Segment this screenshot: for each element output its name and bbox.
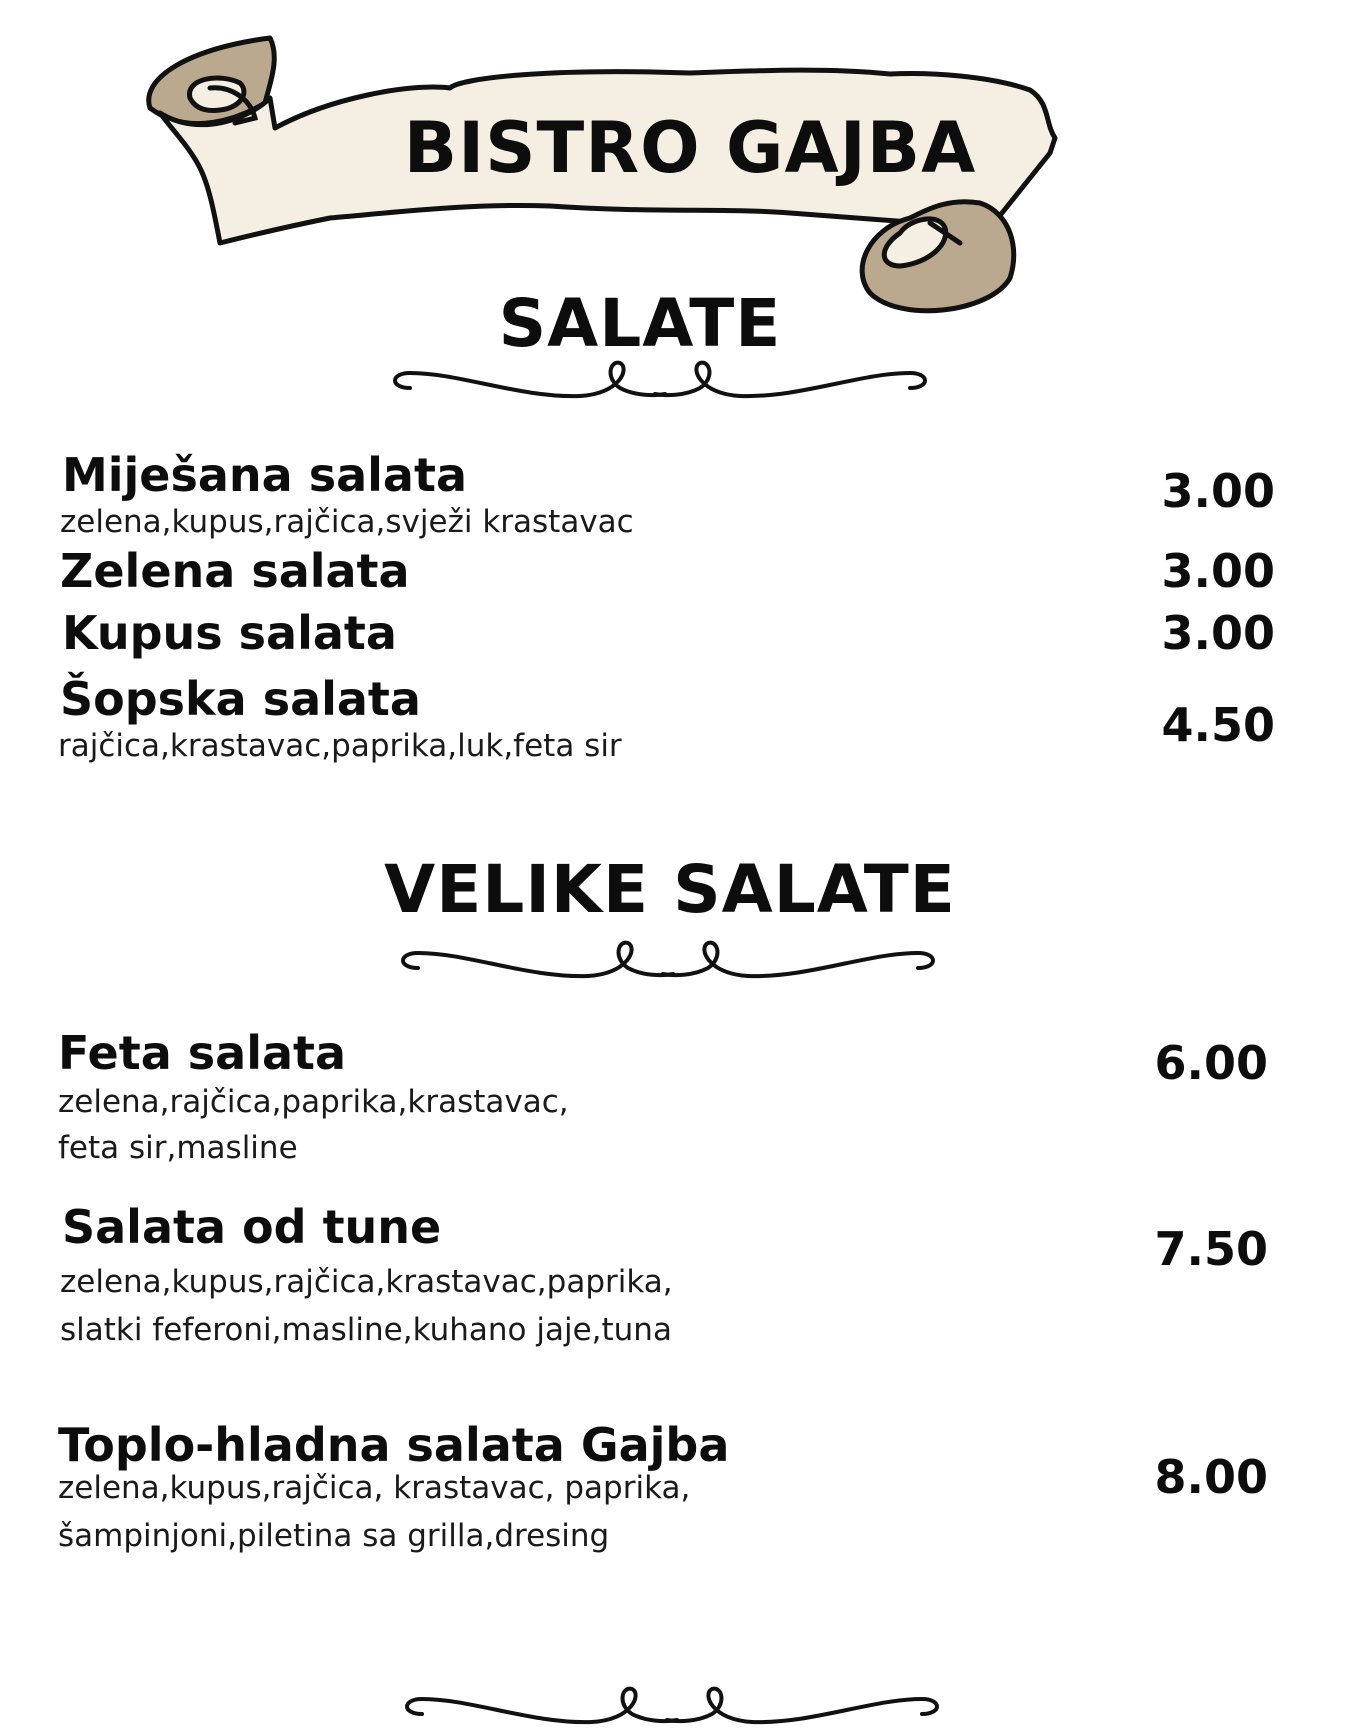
menu-item-desc: zelena,rajčica,paprika,krastavac, xyxy=(58,1084,569,1120)
menu-item-desc: rajčica,krastavac,paprika,luk,feta sir xyxy=(58,728,622,764)
menu-item-desc: šampinjoni,piletina sa grilla,dresing xyxy=(58,1518,610,1554)
flourish-divider-icon xyxy=(380,358,940,408)
menu-item-price: 7.50 xyxy=(1154,1222,1268,1276)
menu-item-price: 3.00 xyxy=(1161,544,1275,598)
menu-item-desc: zelena,kupus,rajčica, krastavac, paprika, xyxy=(58,1470,691,1506)
menu-item-name: Salata od tune xyxy=(62,1200,442,1254)
menu-item-desc: zelena,kupus,rajčica,svježi krastavac xyxy=(60,504,634,540)
flourish-divider-icon xyxy=(392,1684,952,1734)
section-title-salate: SALATE xyxy=(498,285,782,362)
restaurant-title: BISTRO GAJBA xyxy=(403,107,977,189)
menu-item-price: 8.00 xyxy=(1154,1450,1268,1504)
menu-item-desc: slatki feferoni,masline,kuhano jaje,tuna xyxy=(60,1312,672,1348)
menu-item-name: Miješana salata xyxy=(62,448,467,502)
menu-item-price: 3.00 xyxy=(1161,606,1275,660)
menu-item-desc: feta sir,masline xyxy=(58,1130,298,1166)
menu-item-desc: zelena,kupus,rajčica,krastavac,paprika, xyxy=(60,1264,673,1300)
menu-item-price: 4.50 xyxy=(1161,698,1275,752)
flourish-divider-icon xyxy=(388,938,948,988)
menu-item-price: 3.00 xyxy=(1161,464,1275,518)
menu-item-price: 6.00 xyxy=(1154,1036,1268,1090)
menu-item-name: Šopska salata xyxy=(60,672,421,726)
menu-item-name: Toplo-hladna salata Gajba xyxy=(58,1418,730,1472)
menu-item-name: Zelena salata xyxy=(60,544,410,598)
section-title-velike-salate: VELIKE SALATE xyxy=(384,851,956,928)
menu-item-name: Feta salata xyxy=(58,1026,347,1080)
menu-item-name: Kupus salata xyxy=(62,606,397,660)
